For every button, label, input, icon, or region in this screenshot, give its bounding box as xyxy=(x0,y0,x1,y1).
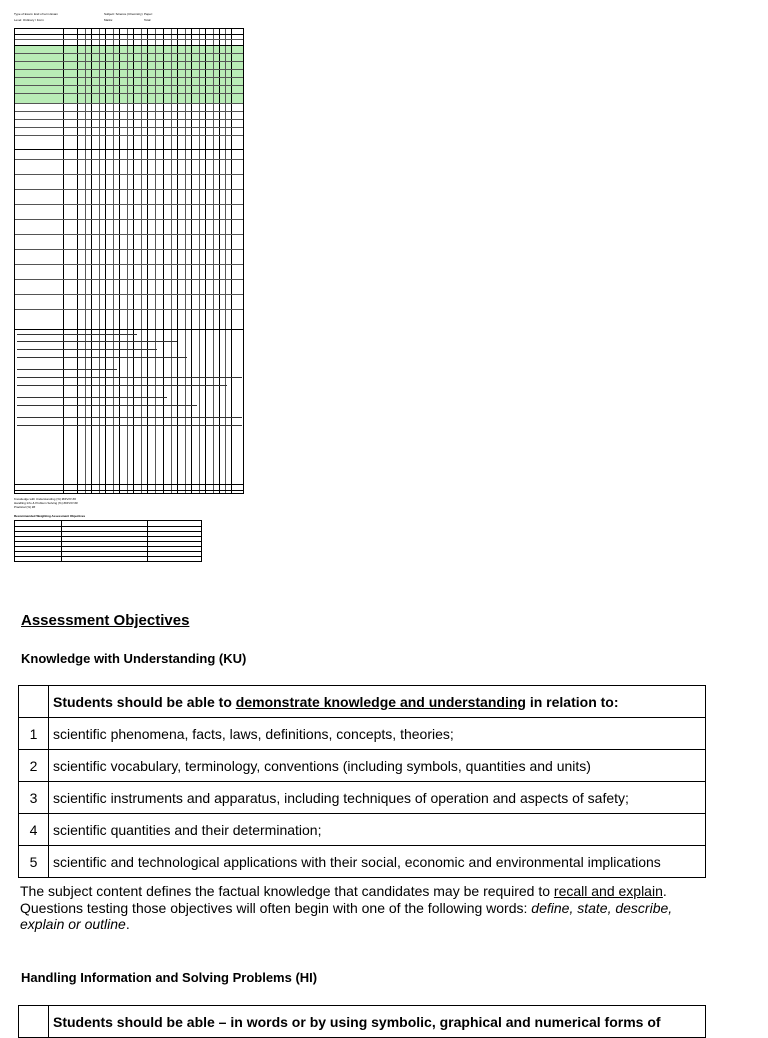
row-number: 4 xyxy=(19,814,49,846)
row-number: 3 xyxy=(19,782,49,814)
mini-table-title: Recommended Weighting Assessment Objectives xyxy=(14,514,86,518)
page-title: Assessment Objectives xyxy=(21,612,190,629)
sheet-marks: Marks: xyxy=(104,18,113,22)
hi-heading: Handling Information and Solving Problems (HI) xyxy=(21,970,318,985)
ku-heading: Knowledge with Understanding (KU) xyxy=(21,651,247,666)
sheet-subject: Subject: Science (Chemistry) xyxy=(104,12,143,16)
stat-hi: Handling Info & Problem Solving (%) #DIV/0! ## xyxy=(14,501,78,505)
row-number: 2 xyxy=(19,750,49,782)
sheet-stats xyxy=(14,497,104,509)
sheet-total: Total: xyxy=(144,18,152,22)
weighting-table xyxy=(14,520,202,562)
ku-table-header: Students should be able to demonstrate knowledge and understanding in relation to: xyxy=(49,686,706,718)
sheet-exam-type: Type of Exam: End of term Exam xyxy=(14,12,59,16)
row-text: scientific phenomena, facts, laws, definitions, concepts, theories; xyxy=(49,718,706,750)
sheet-level: Level: Ordinary / Form xyxy=(14,18,44,22)
ku-table-header-row xyxy=(19,686,706,718)
stat-practical: Practical (%) ## xyxy=(14,505,36,509)
ku-paragraph: The subject content defines the factual knowledge that candidates may be required to recall and explain. Questions testing those objectives will often begin with one of the following words: define, state, describe, explain or outline. xyxy=(20,883,673,932)
row-text: scientific vocabulary, terminology, conventions (including symbols, quantities and units) xyxy=(49,750,706,782)
ku-table xyxy=(18,685,706,878)
row-text: scientific and technological applications with their social, economic and environmental implications xyxy=(49,846,706,878)
spreadsheet-grid xyxy=(14,28,244,494)
row-number: 1 xyxy=(19,718,49,750)
sheet-header xyxy=(14,12,254,26)
row-text: scientific quantities and their determination; xyxy=(49,814,706,846)
table-row xyxy=(19,814,706,846)
stat-ku: Knowledge with Understanding (%) #DIV/0! ## xyxy=(14,497,76,501)
hi-table-header: Students should be able – in words or by using symbolic, graphical and numerical forms of xyxy=(49,1006,706,1038)
row-number: 5 xyxy=(19,846,49,878)
table-row xyxy=(19,846,706,878)
table-row xyxy=(19,718,706,750)
hi-table xyxy=(18,1005,706,1038)
sheet-paper: Paper: xyxy=(144,12,153,16)
table-row xyxy=(19,750,706,782)
table-row xyxy=(19,782,706,814)
row-text: scientific instruments and apparatus, including techniques of operation and aspects of safety; xyxy=(49,782,706,814)
hi-table-header-row xyxy=(19,1006,706,1038)
